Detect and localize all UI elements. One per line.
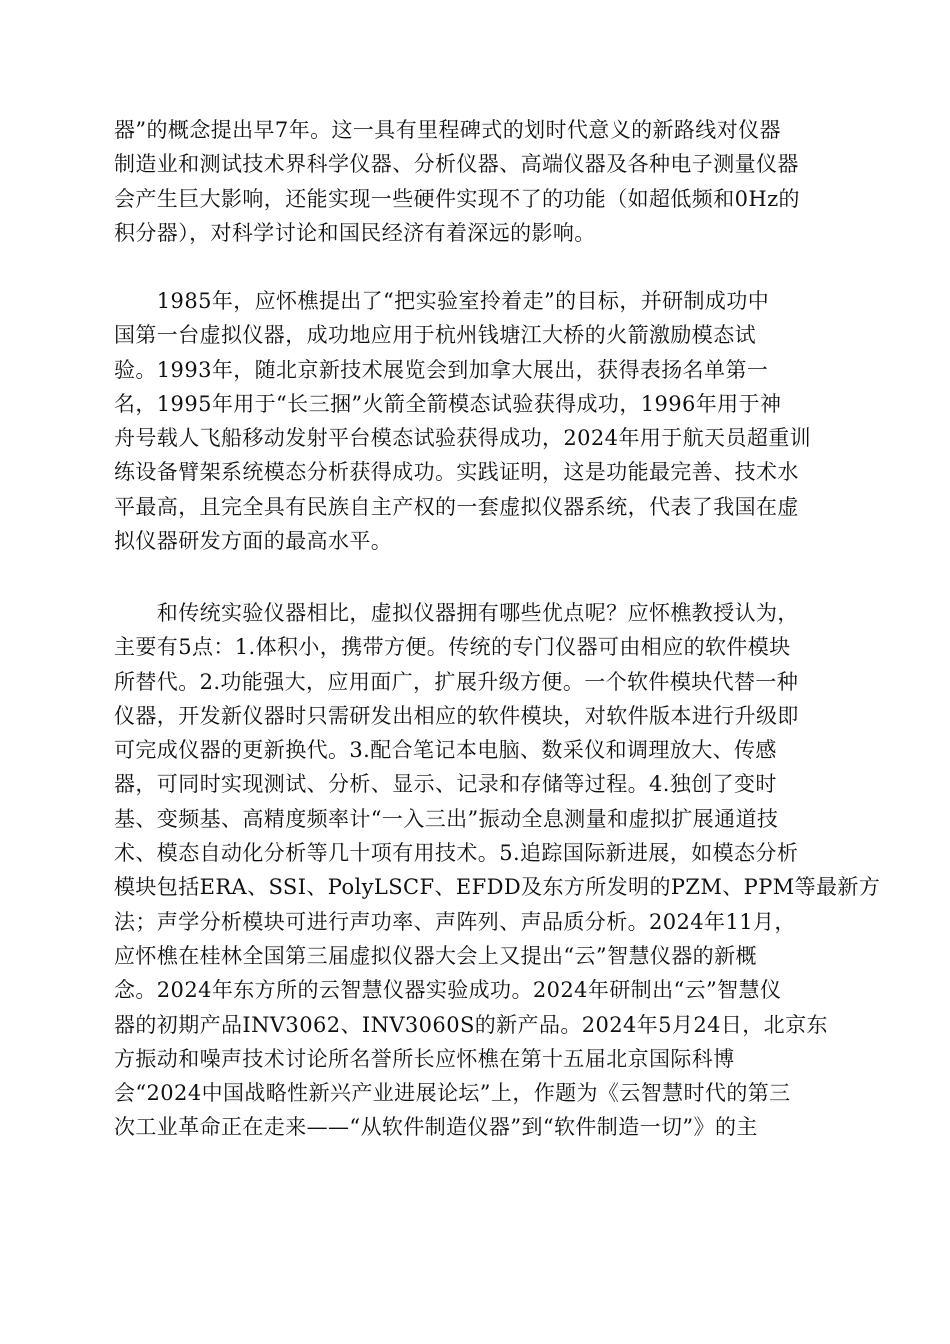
text-line: 验。1993年，随北京新技术展览会到加拿大展出，获得表扬名单第一 (114, 357, 769, 382)
text-line: 主要有5点：1.体积小，携带方便。传统的专门仪器可由相应的软件模块 (114, 635, 791, 660)
text-line: 可完成仪器的更新换代。3.配合笔记本电脑、数采仪和调理放大、传感 (114, 738, 777, 763)
text-line: 积分器），对科学讨论和国民经济有着深远的影响。 (114, 220, 596, 245)
paragraph-1 (114, 113, 838, 250)
text-line: 术、模态自动化分析等几十项有用技术。5.追踪国际新进展，如模态分析 (114, 841, 799, 866)
text-line: 应怀樵在桂林全国第三届虚拟仪器大会上又提出“云”智慧仪器的新概 (114, 943, 757, 968)
text-line: 舟号载人飞船移动发射平台模态试验获得成功，2024年用于航天员超重训 (114, 426, 812, 451)
text-line: 会产生巨大影响，还能实现一些硬件实现不了的功能（如超低频和0Hz的 (114, 186, 800, 211)
text-line: 名，1995年用于“长三捆”火箭全箭模态试验获得成功，1996年用于神 (114, 391, 782, 416)
paragraph-2 (114, 284, 838, 558)
text-line: 基、变频基、高精度频率计“一入三出”振动全息测量和虚拟扩展通道技 (114, 806, 779, 831)
text-line: 和传统实验仪器相比，虚拟仪器拥有哪些优点呢？应怀樵教授认为， (114, 601, 799, 625)
text-line: 拟仪器研发方面的最高水平。 (114, 529, 393, 554)
text-line: 国第一台虚拟仪器，成功地应用于杭州钱塘江大桥的火箭激励模态试 (114, 323, 756, 348)
text-line: 制造业和测试技术界科学仪器、分析仪器、高端仪器及各种电子测量仪器 (114, 152, 799, 177)
text-line: 所替代。2.功能强大，应用面广，扩展升级方便。一个软件模块代替一种 (114, 669, 799, 694)
text-line: 模块包括ERA、SSI、PolyLSCF、EFDD及东方所发明的PZM、PPM等最新方 (114, 875, 881, 900)
text-line: 练设备臂架系统模态分析获得成功。实践证明，这是功能最完善、技术水 (114, 460, 799, 485)
text-line: 法；声学分析模块可进行声功率、声阵列、声品质分析。2024年11月， (114, 909, 796, 934)
text-line: 次工业革命正在走来——“从软件制造仪器”到“软件制造一切”》的主 (114, 1115, 758, 1140)
text-line: 平最高，且完全具有民族自主产权的一套虚拟仪器系统，代表了我国在虚 (114, 494, 799, 519)
text-line: 器的初期产品INV3062、INV3060S的新产品。2024年5月24日，北京东 (114, 1012, 828, 1037)
text-line: 方振动和噪声技术讨论所名誉所长应怀樵在第十五届北京国际科博 (114, 1046, 735, 1071)
text-line: 念。2024年东方所的云智慧仪器实验成功。2024年研制出“云”智慧仪 (114, 978, 782, 1003)
text-line: 仪器，开发新仪器时只需研发出相应的软件模块，对软件版本进行升级即 (114, 703, 799, 728)
text-line: 会“2024中国战略性新兴产业进展论坛”上，作题为《云智慧时代的第三 (114, 1081, 791, 1106)
text-line: 1985年，应怀樵提出了“把实验室拎着走”的目标，并研制成功中 (114, 289, 770, 313)
paragraph-3 (114, 596, 881, 1145)
text-line: 器，可同时实现测试、分析、显示、记录和存储等过程。4.独创了变时 (114, 772, 777, 797)
text-line: 器”的概念提出早7年。这一具有里程碑式的划时代意义的新路线对仪器 (114, 118, 781, 142)
